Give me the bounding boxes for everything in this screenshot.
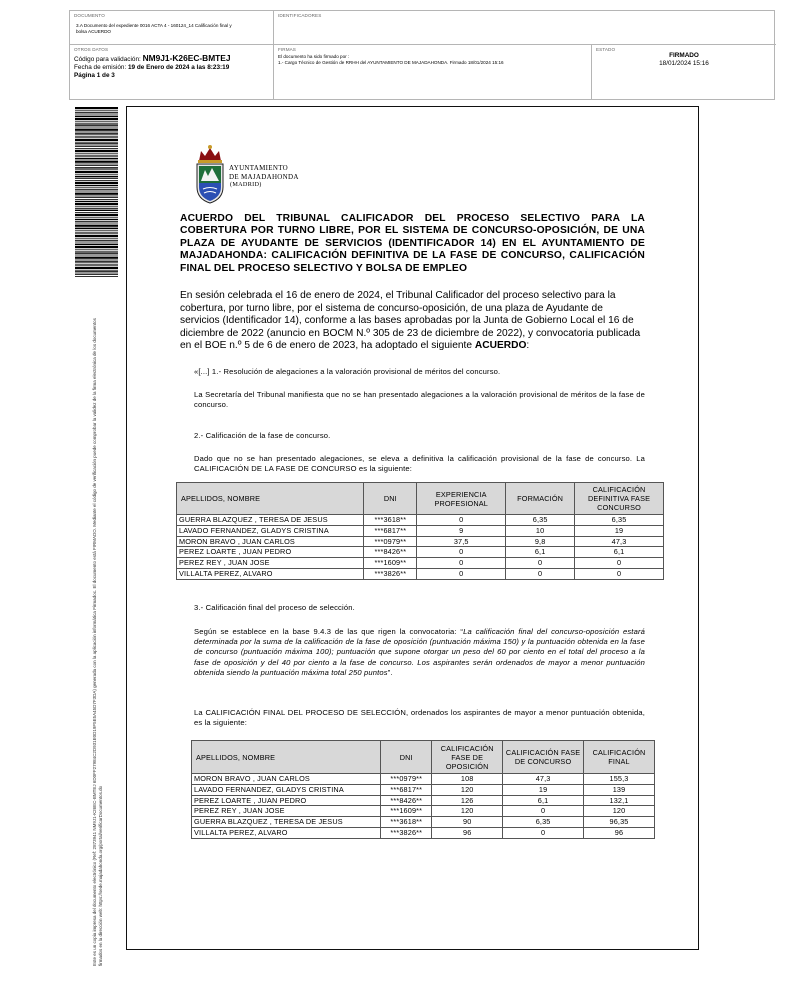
barcode-bar bbox=[75, 251, 118, 252]
estado-value: FIRMADO bbox=[669, 52, 699, 59]
cell-score: 47,3 bbox=[575, 536, 664, 547]
barcode-bar bbox=[75, 223, 118, 224]
barcode-bar bbox=[75, 153, 118, 154]
org-line1: AYUNTAMIENTO bbox=[229, 164, 289, 172]
intro-end: : bbox=[526, 340, 530, 352]
barcode-bar bbox=[75, 228, 118, 229]
cell-score: 0 bbox=[417, 558, 506, 569]
barcode-bar bbox=[75, 219, 118, 220]
cell-dni: ***1609** bbox=[381, 806, 432, 817]
barcode-bar bbox=[75, 116, 118, 117]
org-line2: DE MAJADAHONDA bbox=[229, 172, 299, 181]
barcode-bar bbox=[75, 150, 118, 152]
barcode-bar bbox=[75, 212, 118, 213]
section3-heading: 3.- Calificación final del proceso de selección. bbox=[194, 603, 355, 612]
cell-score: 9 bbox=[417, 525, 506, 536]
table-row bbox=[177, 568, 664, 579]
barcode-bar bbox=[75, 145, 118, 146]
cell-score: 19 bbox=[575, 525, 664, 536]
section1-text: La Secretaría del Tribunal manifiesta que no se han presentado alegaciones a la valoración provisional de méritos de la fase de concurso. bbox=[194, 390, 645, 410]
cell-score: 47,3 bbox=[503, 774, 584, 785]
cell-score: 120 bbox=[432, 806, 503, 817]
barcode-bar bbox=[75, 257, 118, 259]
cell-dni: ***3618** bbox=[364, 515, 417, 526]
section3-quote-lead: Según se establece en la base 9.4.3 de las que rigen la convocatoria: “ bbox=[194, 627, 464, 636]
table-row bbox=[192, 795, 655, 806]
table1-header-formacion: FORMACIÓN bbox=[506, 483, 575, 515]
section3-text2: La CALIFICACIÓN FINAL DEL PROCESO DE SELECCIÓN, ordenados los aspirantes de mayor a menor puntuación obtenida, es la siguiente: bbox=[194, 708, 645, 728]
cell-score: 155,3 bbox=[584, 774, 655, 785]
table-row bbox=[177, 536, 664, 547]
barcode-bar bbox=[75, 238, 118, 239]
otros-datos-cell bbox=[70, 45, 274, 99]
barcode-bar bbox=[75, 267, 118, 269]
table2-header-dni: DNI bbox=[381, 741, 432, 774]
barcode-bar bbox=[75, 191, 118, 192]
barcode-bar bbox=[75, 206, 118, 207]
barcode-bar bbox=[75, 124, 118, 125]
barcode-bar bbox=[75, 201, 118, 202]
cell-score: 132,1 bbox=[584, 795, 655, 806]
cell-score: 6,35 bbox=[503, 817, 584, 828]
barcode-bar bbox=[75, 273, 118, 274]
barcode-bar bbox=[75, 196, 118, 197]
table2-header-apellidos: APELLIDOS, NOMBRE bbox=[192, 741, 381, 774]
cell-score: 120 bbox=[432, 784, 503, 795]
cell-dni: ***6817** bbox=[364, 525, 417, 536]
barcode-bar bbox=[75, 178, 118, 179]
barcode-bar bbox=[75, 217, 118, 218]
fecha-label: Fecha de emisión: bbox=[74, 64, 127, 71]
barcode-bar bbox=[75, 265, 118, 266]
table-row bbox=[177, 547, 664, 558]
cell-dni: ***1609** bbox=[364, 558, 417, 569]
barcode-bar bbox=[75, 260, 118, 261]
estado-label: ESTADO bbox=[596, 47, 616, 52]
section1-heading: «[...] 1.- Resolución de alegaciones a la valoración provisional de méritos del concurso. bbox=[194, 367, 501, 376]
barcode-bar bbox=[75, 180, 118, 181]
cell-score: 6,35 bbox=[575, 515, 664, 526]
firmas-cell bbox=[274, 45, 592, 99]
barcode-bar bbox=[75, 133, 118, 134]
cell-score: 0 bbox=[575, 568, 664, 579]
barcode-bar bbox=[75, 176, 118, 177]
cell-score: 126 bbox=[432, 795, 503, 806]
codigo-label: Código para validación: bbox=[74, 56, 141, 63]
intro-text: En sesión celebrada el 16 de enero de 2024, el Tribunal Calificador del proceso selectivo para la cobertura, por turno libre, por el sistema de concurso-oposición, de una plaza de Ayudante de servicios (Identificador 14), conforme a las bases aprobadas por la Junta de Gobierno Local el 16 de diciembre de 2022 (anuncio en BOCM N.º 305 de 23 de diciembre de 2022), y convocatoria publicada en el BOE n.º 5 de 6 de enero de 2023, ha adoptado el siguiente bbox=[180, 290, 641, 352]
barcode-bar bbox=[75, 171, 118, 173]
coat-of-arms-icon bbox=[193, 143, 227, 205]
firmas-line1: El documento ha sido firmado por : bbox=[278, 54, 350, 59]
table1-header-dni: DNI bbox=[364, 483, 417, 515]
cell-dni: ***3826** bbox=[364, 568, 417, 579]
barcode-bar bbox=[75, 240, 118, 241]
codigo-value: NM9J1-K26EC-BMTEJ bbox=[142, 53, 231, 63]
cell-dni: ***0979** bbox=[364, 536, 417, 547]
barcode-bar bbox=[75, 161, 118, 163]
barcode-bar bbox=[75, 164, 118, 165]
barcode-bar bbox=[75, 187, 118, 188]
barcode-bar bbox=[75, 182, 118, 184]
cell-dni: ***8426** bbox=[381, 795, 432, 806]
document-metadata-header bbox=[69, 10, 775, 100]
barcode-bar bbox=[75, 142, 118, 143]
barcode-bar bbox=[75, 246, 118, 248]
section2-heading: 2.- Calificación de la fase de concurso. bbox=[194, 431, 331, 440]
section2-text: Dado que no se han presentado alegaciones, se eleva a definitiva la calificación provisional de la fase de concurso. La CALIFICACIÓN DE LA FASE DE CONCURSO es la siguiente: bbox=[194, 454, 645, 474]
barcode-bar bbox=[75, 136, 118, 137]
barcode-bar bbox=[75, 208, 118, 209]
table-row bbox=[192, 827, 655, 838]
cell-name: GUERRA BLAZQUEZ , TERESA DE JESUS bbox=[192, 817, 381, 828]
identificadores-label: IDENTIFICADORES bbox=[278, 13, 322, 18]
cell-name: MORON BRAVO , JUAN CARLOS bbox=[177, 536, 364, 547]
barcode-bar bbox=[75, 107, 118, 109]
cell-score: 90 bbox=[432, 817, 503, 828]
cell-score: 0 bbox=[575, 558, 664, 569]
barcode-bar bbox=[75, 225, 118, 227]
cell-name: PEREZ REY , JUAN JOSE bbox=[192, 806, 381, 817]
organization-name bbox=[229, 164, 299, 190]
barcode-bar bbox=[75, 264, 118, 265]
barcode-bar bbox=[75, 132, 118, 133]
cell-name: LAVADO FERNANDEZ, GLADYS CRISTINA bbox=[192, 784, 381, 795]
barcode-bar bbox=[75, 167, 118, 168]
barcode-bar bbox=[75, 232, 118, 233]
intro-paragraph bbox=[180, 290, 645, 353]
fecha-value: 19 de Enero de 2024 a las 8:23:19 bbox=[128, 64, 230, 71]
identificadores-cell bbox=[274, 11, 776, 45]
table1-header-experiencia: EXPERIENCIA PROFESIONAL bbox=[417, 483, 506, 515]
barcode-bar bbox=[75, 185, 118, 186]
cell-score: 0 bbox=[503, 827, 584, 838]
cell-score: 120 bbox=[584, 806, 655, 817]
documento-value: 3.A Documento del expediente 0016 ACTA 4 - 160124_14 Calificación final y bolsa ACUERDO bbox=[76, 23, 232, 34]
table2-header-oposicion: CALIFICACIÓN FASE DE OPOSICIÓN bbox=[432, 741, 503, 774]
cell-score: 96,35 bbox=[584, 817, 655, 828]
barcode-bar bbox=[75, 193, 118, 195]
barcode-bar bbox=[75, 214, 118, 216]
table-row bbox=[177, 515, 664, 526]
verification-side-text: Este es un copia impresa del documento electrónico (Ref: 2873941 NM9J1-K26EC-BMTEJ 6D0FF27984C2D931E0D19F5E5A45D7F3DA) generada con la aplicación informática Firmadoc. El documento está FIRMADO. Mediante el código de verificación puede comprobar la validez de la firma electrónica de los documentos firmados en la dirección web: https://sede.majadahonda.org/portal/verificarDocumentos.do bbox=[92, 318, 103, 966]
final-results-table bbox=[191, 740, 655, 839]
cell-score: 96 bbox=[584, 827, 655, 838]
table-row bbox=[192, 774, 655, 785]
cell-name: PEREZ LOARTE , JUAN PEDRO bbox=[177, 547, 364, 558]
barcode-bar bbox=[75, 199, 118, 200]
otros-datos-label: OTROS DATOS bbox=[74, 47, 109, 52]
cell-score: 0 bbox=[506, 558, 575, 569]
section3-quote: La calificación final del concurso-oposición estará determinada por la suma de la calificación de la fase de oposición (puntuación máxima 150) y la puntuación obtenida en la fase de concurso (puntuación máxima 100); puntuación que supone otorgar un peso del 60 por ciento en el total del proceso a la fase de oposición y del 40 por ciento a la fase de concurso. Los aspirantes serán ordenados de mayor a menor puntuación obtenida siendo la puntuación máxima total 250 puntos bbox=[194, 627, 645, 677]
barcode-bar bbox=[75, 233, 118, 234]
cell-score: 6,1 bbox=[575, 547, 664, 558]
barcode-bar bbox=[75, 244, 118, 245]
barcode-bar bbox=[75, 137, 118, 138]
cell-score: 6,35 bbox=[506, 515, 575, 526]
page-count: Página 1 de 3 bbox=[74, 72, 115, 79]
intro-acuerdo: ACUERDO bbox=[474, 340, 527, 352]
barcode-bar bbox=[75, 203, 118, 205]
cell-score: 6,1 bbox=[503, 795, 584, 806]
barcode-bar bbox=[75, 242, 118, 243]
barcode-bar bbox=[75, 129, 118, 131]
barcode-bar bbox=[75, 230, 118, 231]
barcode-bar bbox=[75, 110, 118, 111]
documento-label: DOCUMENTO bbox=[74, 13, 105, 18]
table1-header-calificacion: CALIFICACIÓN DEFINITIVA FASE CONCURSO bbox=[575, 483, 664, 515]
barcode-bar bbox=[75, 189, 118, 190]
barcode-bar bbox=[75, 121, 118, 122]
cell-dni: ***6817** bbox=[381, 784, 432, 795]
barcode-bar bbox=[75, 261, 118, 262]
cell-dni: ***3826** bbox=[381, 827, 432, 838]
cell-score: 108 bbox=[432, 774, 503, 785]
cell-score: 19 bbox=[503, 784, 584, 795]
cell-score: 9,8 bbox=[506, 536, 575, 547]
cell-score: 0 bbox=[506, 568, 575, 579]
cell-dni: ***0979** bbox=[381, 774, 432, 785]
cell-name: VILLALTA PEREZ, ALVARO bbox=[177, 568, 364, 579]
cell-score: 37,5 bbox=[417, 536, 506, 547]
barcode-bar bbox=[75, 148, 118, 149]
barcode-bar bbox=[75, 270, 118, 271]
barcode-bar bbox=[75, 118, 118, 120]
cell-score: 6,1 bbox=[506, 547, 575, 558]
cell-name: PEREZ LOARTE , JUAN PEDRO bbox=[192, 795, 381, 806]
barcode-bar bbox=[75, 174, 118, 175]
barcode-bar bbox=[75, 235, 118, 237]
barcode-bar bbox=[75, 155, 118, 156]
barcode-bar bbox=[75, 221, 118, 222]
cell-name: GUERRA BLAZQUEZ , TERESA DE JESUS bbox=[177, 515, 364, 526]
org-line3: (MADRID) bbox=[230, 181, 262, 188]
estado-cell bbox=[592, 45, 776, 99]
firmas-line2: 1.- Cargo Técnico de Gestión de RRHH del AYUNTAMIENTO DE MAJADAHONDA. Firmado 18/01/2024 15:16 bbox=[278, 60, 504, 65]
barcode-bar bbox=[75, 197, 118, 198]
barcode-bar bbox=[75, 123, 118, 124]
table1-header-apellidos: APELLIDOS, NOMBRE bbox=[177, 483, 364, 515]
section3-quote-end: ”. bbox=[387, 667, 393, 677]
barcode-bar bbox=[75, 169, 118, 170]
table-row bbox=[192, 784, 655, 795]
barcode-bar bbox=[75, 158, 118, 159]
section3-quote-paragraph bbox=[194, 627, 645, 678]
cell-score: 0 bbox=[417, 515, 506, 526]
barcode-bar bbox=[75, 210, 118, 211]
cell-name: MORON BRAVO , JUAN CARLOS bbox=[192, 774, 381, 785]
table2-header-final: CALIFICACIÓN FINAL bbox=[584, 741, 655, 774]
cell-dni: ***3618** bbox=[381, 817, 432, 828]
document-title: ACUERDO DEL TRIBUNAL CALIFICADOR DEL PROCESO SELECTIVO PARA LA COBERTURA POR TURNO LIBRE, POR EL SISTEMA DE CONCURSO-OPOSICIÓN, DE UNA PLAZA DE AYUDANTE DE SERVICIOS (IDENTIFICADOR 14) EN EL AYUNTAMIENTO DE MAJADAHONDA: CALIFICACIÓN DEFINITIVA DE LA FASE DE CONCURSO, CALIFICACIÓN FINAL DEL PROCESO SELECTIVO Y BOLSA DE EMPLEO bbox=[180, 213, 645, 274]
barcode-bar bbox=[75, 255, 118, 256]
documento-cell bbox=[70, 11, 274, 45]
cell-dni: ***8426** bbox=[364, 547, 417, 558]
concurso-results-table bbox=[176, 482, 664, 580]
cell-name: PEREZ REY , JUAN JOSE bbox=[177, 558, 364, 569]
firmas-label: FIRMAS bbox=[278, 47, 296, 52]
barcode-bar bbox=[75, 249, 118, 250]
barcode-bar bbox=[75, 112, 118, 113]
barcode-bar bbox=[75, 252, 118, 253]
cell-score: 0 bbox=[417, 568, 506, 579]
barcode-bar bbox=[75, 127, 118, 128]
cell-score: 96 bbox=[432, 827, 503, 838]
barcode-bar bbox=[75, 139, 118, 141]
barcode-bar bbox=[75, 274, 118, 275]
table-row bbox=[177, 525, 664, 536]
cell-score: 10 bbox=[506, 525, 575, 536]
table-row bbox=[177, 558, 664, 569]
barcode-image bbox=[75, 107, 118, 277]
table2-header-concurso: CALIFICACIÓN FASE DE CONCURSO bbox=[503, 741, 584, 774]
cell-score: 0 bbox=[417, 547, 506, 558]
estado-date: 18/01/2024 15:16 bbox=[659, 60, 709, 67]
cell-score: 0 bbox=[503, 806, 584, 817]
barcode-bar bbox=[75, 165, 118, 166]
barcode-bar bbox=[75, 114, 118, 115]
cell-score: 139 bbox=[584, 784, 655, 795]
barcode-bar bbox=[75, 276, 118, 277]
cell-name: VILLALTA PEREZ, ALVARO bbox=[192, 827, 381, 838]
barcode-bar bbox=[75, 156, 118, 157]
cell-name: LAVADO FERNANDEZ, GLADYS CRISTINA bbox=[177, 525, 364, 536]
barcode-bar bbox=[75, 146, 118, 147]
table-row bbox=[192, 817, 655, 828]
table-row bbox=[192, 806, 655, 817]
